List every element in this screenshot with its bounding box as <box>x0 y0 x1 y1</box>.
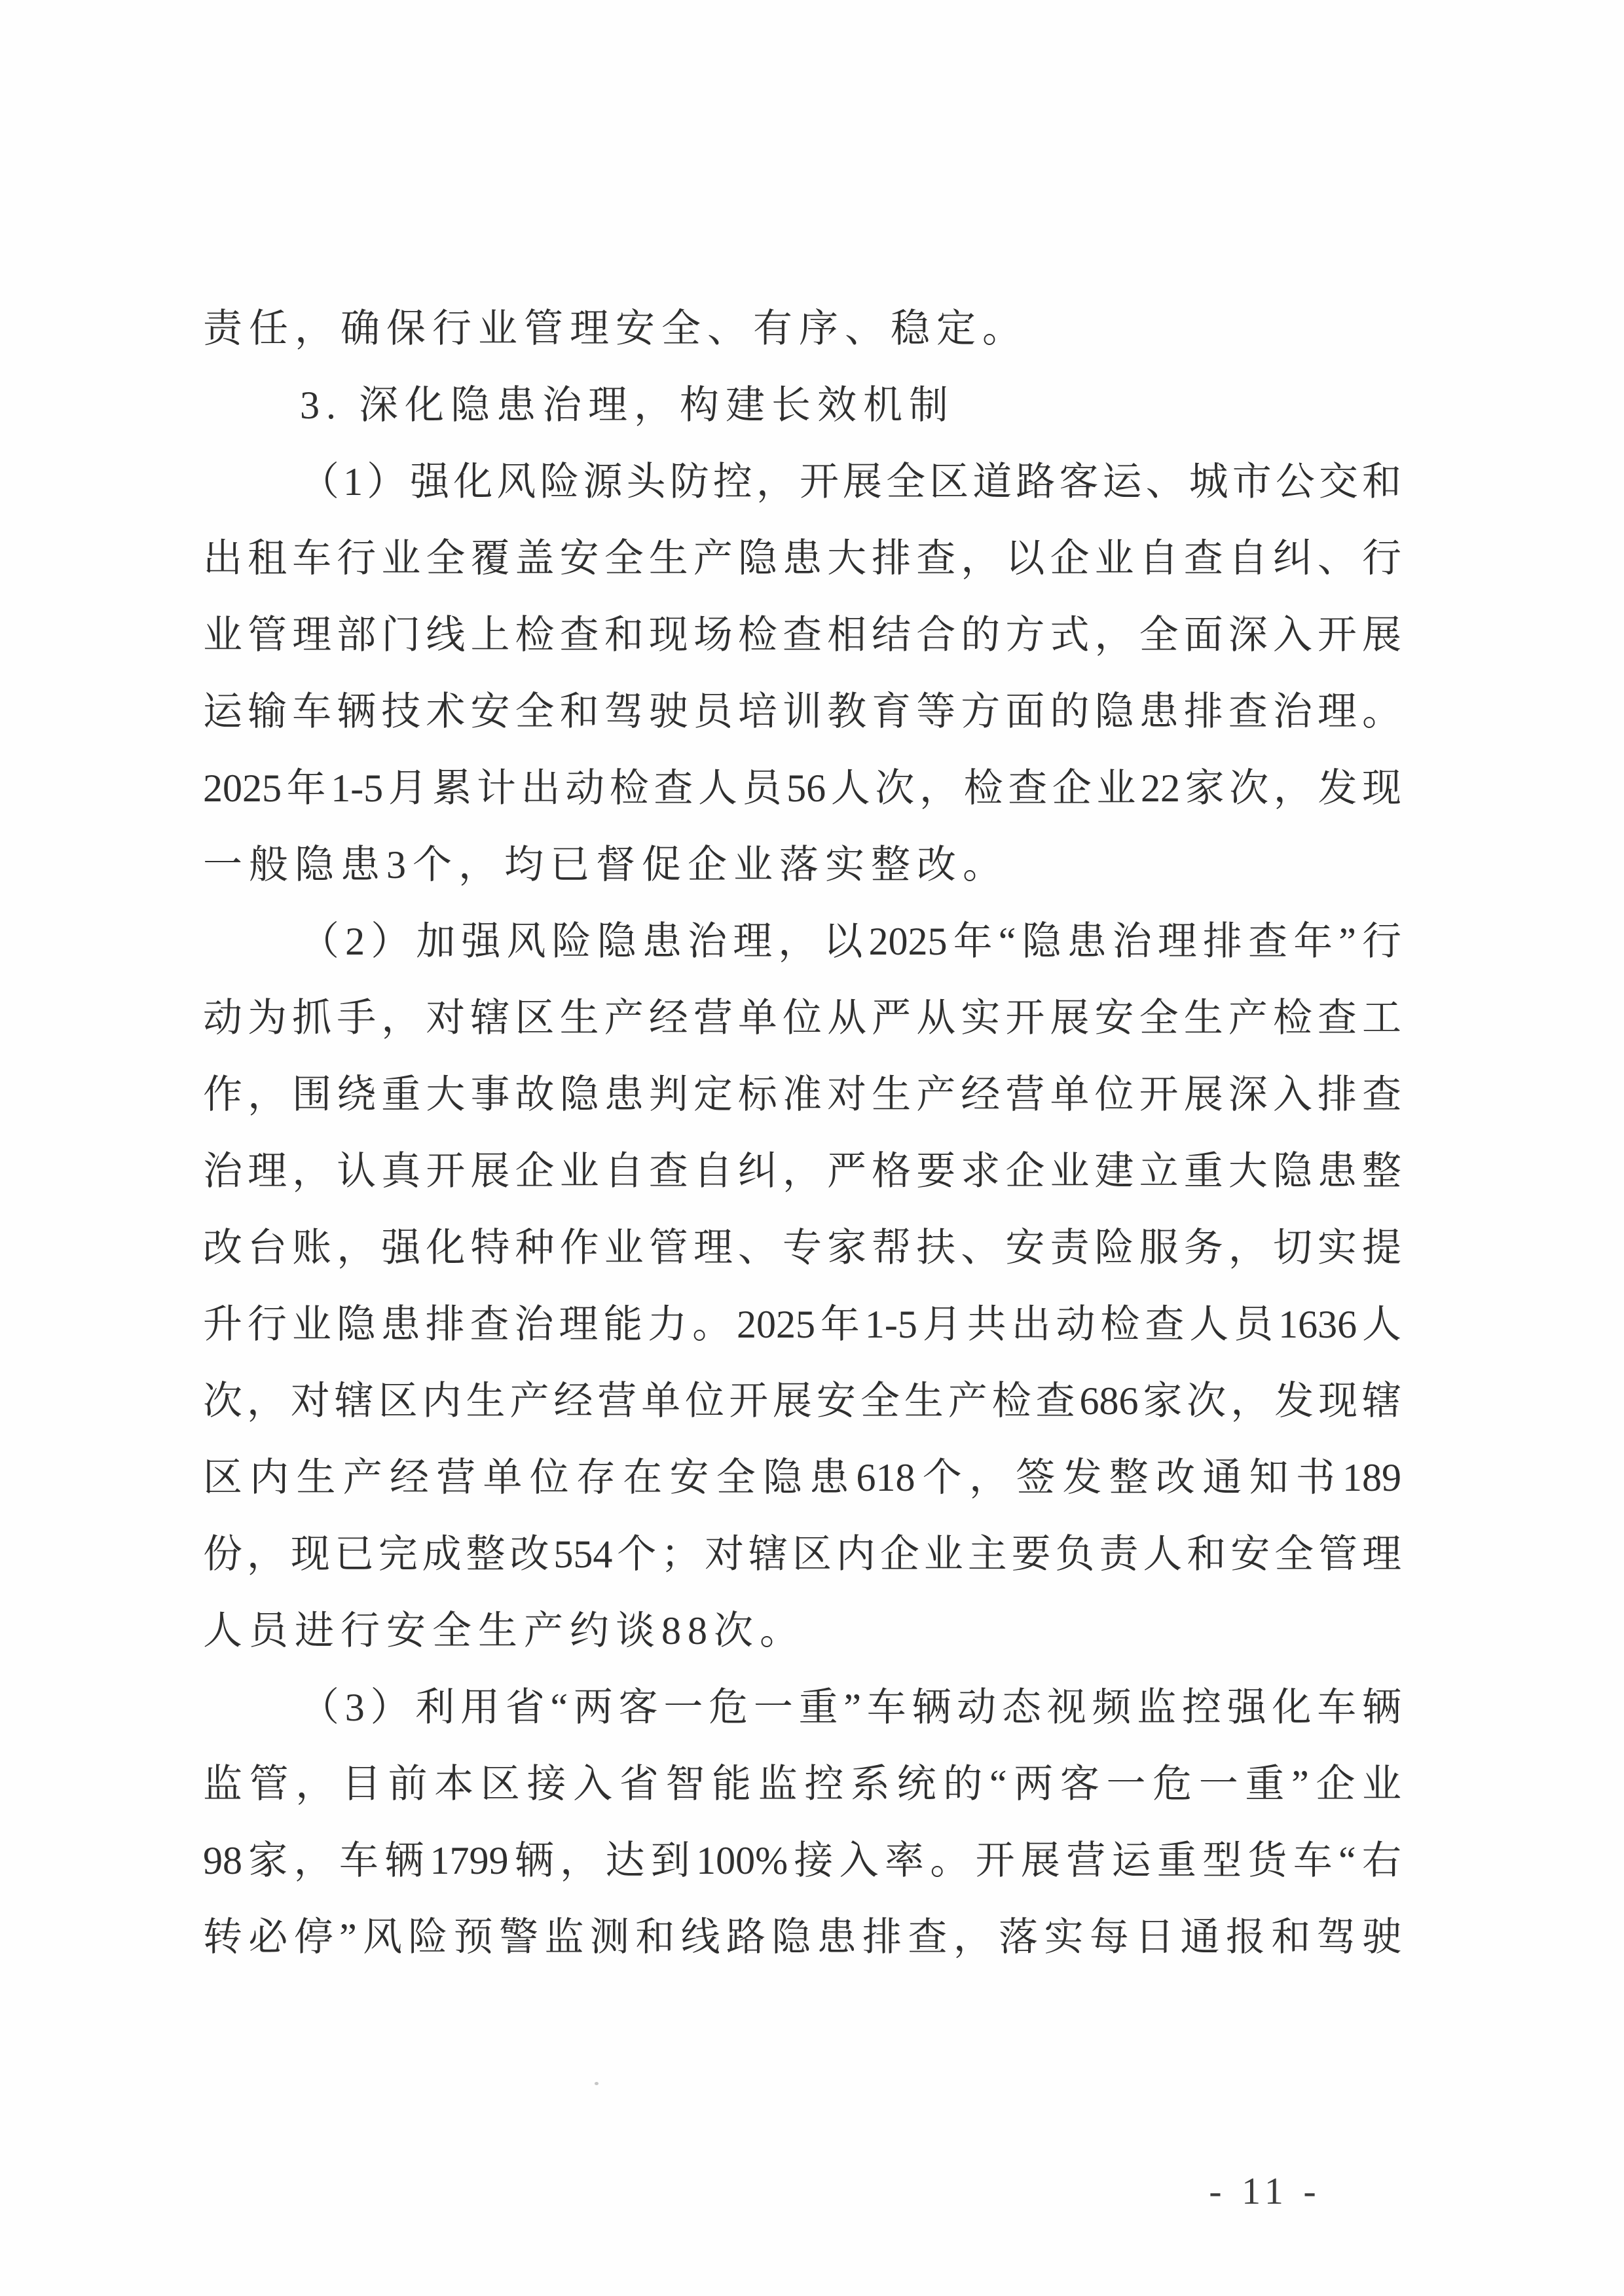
text-line: 出租车行业全覆盖安全生产隐患大排查，以企业自查自纠、行 <box>203 537 1401 580</box>
text-line: 作，围绕重大事故隐患判定标准对生产经营单位开展深入排查 <box>203 1073 1401 1116</box>
page-number: - 11 - <box>1209 2170 1321 2212</box>
text-line: 治理，认真开展企业自查自纠，严格要求企业建立重大隐患整 <box>203 1150 1401 1193</box>
text-line: 一般隐患3个，均已督促企业落实整改。 <box>203 843 1008 886</box>
text-line: 人员进行安全生产约谈88次。 <box>203 1609 805 1652</box>
text-line: 升行业隐患排查治理能力。2025年1-5月共出动检查人员1636人 <box>203 1303 1401 1346</box>
text-line: 业管理部门线上检查和现场检查相结合的方式，全面深入开展 <box>203 613 1401 657</box>
text-line: （3）利用省“两客一危一重”车辆动态视频监控强化车辆 <box>300 1686 1401 1729</box>
text-line: 改台账，强化特种作业管理、专家帮扶、安责险服务，切实提 <box>203 1226 1401 1269</box>
text-line: 监管，目前本区接入省智能监控系统的“两客一危一重”企业 <box>203 1762 1401 1806</box>
text-line: （1）强化风险源头防控，开展全区道路客运、城市公交和 <box>300 460 1401 503</box>
text-line: 份，现已完成整改554个；对辖区内企业主要负责人和安全管理 <box>203 1533 1401 1576</box>
text-line: 3. 深化隐患治理，构建长效机制 <box>300 384 955 427</box>
text-line: 区内生产经营单位存在安全隐患618个，签发整改通知书189 <box>203 1456 1401 1499</box>
scan-speck <box>595 2082 599 2085</box>
text-line: 责任，确保行业管理安全、有序、稳定。 <box>203 307 1028 350</box>
text-line: （2）加强风险隐患治理，以2025年“隐患治理排查年”行 <box>300 920 1401 963</box>
text-line: 次，对辖区内生产经营单位开展安全生产检查686家次，发现辖 <box>203 1379 1401 1423</box>
text-line: 动为抓手，对辖区生产经营单位从严从实开展安全生产检查工 <box>203 996 1401 1040</box>
text-line: 转必停”风险预警监测和线路隐患排查，落实每日通报和驾驶 <box>203 1916 1401 1959</box>
text-line: 运输车辆技术安全和驾驶员培训教育等方面的隐患排查治理。 <box>203 690 1401 733</box>
text-line: 98家，车辆1799辆，达到100%接入率。开展营运重型货车“右 <box>203 1839 1401 1882</box>
document-lines <box>203 291 1401 1976</box>
text-line: 2025年1-5月累计出动检查人员56人次，检查企业22家次，发现 <box>203 767 1401 810</box>
